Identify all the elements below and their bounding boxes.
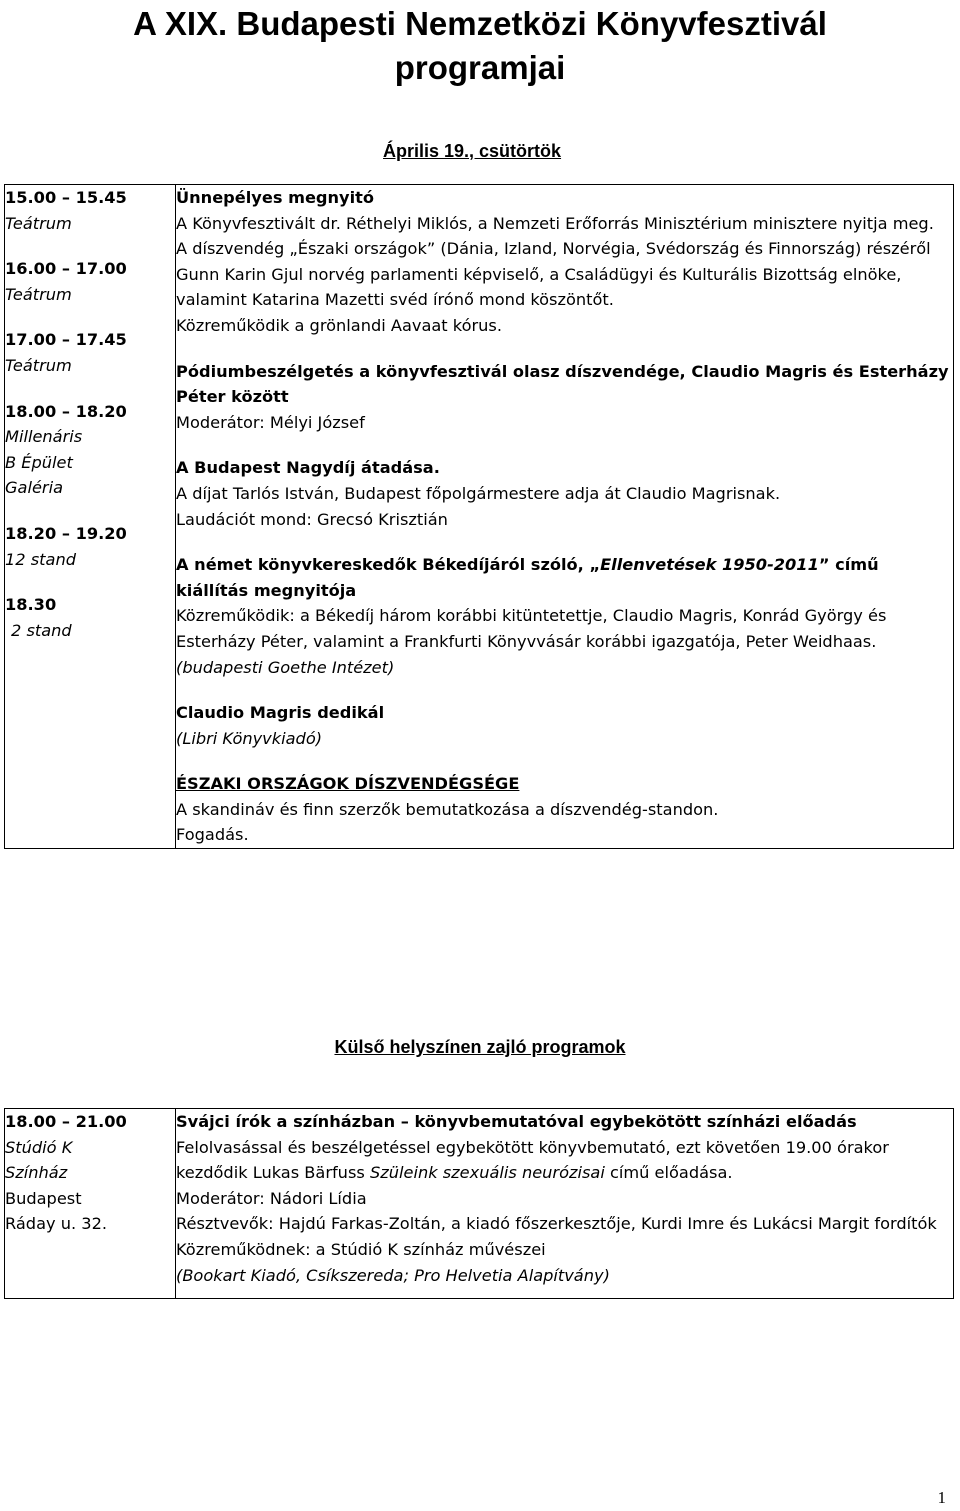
venue-address: Ráday u. 32.	[5, 1214, 108, 1234]
event-award	[176, 455, 953, 532]
moderator: Moderátor: Nádori Lídia	[176, 1188, 367, 1208]
venue: Galéria	[5, 478, 63, 498]
table-row	[5, 185, 954, 849]
event-note: (Bookart Kiadó, Csíkszereda; Pro Helvetia Alapítvány)	[176, 1265, 610, 1285]
venue: Millenáris	[5, 427, 83, 447]
event-text: Közreműködik a grönlandi Aavaat kórus.	[176, 315, 502, 335]
event-text	[176, 1135, 953, 1186]
events-column	[176, 185, 954, 849]
date-heading: Április 19., csütörtök	[383, 141, 562, 161]
event-text: A díjat Tarlós István, Budapest főpolgármestere adja át Claudio Magrisnak.	[176, 483, 781, 503]
time-block	[5, 185, 175, 236]
event-text: A Könyvfesztivált dr. Réthelyi Miklós, a Nemzeti Erőforrás Minisztérium minisztere nyitja meg.	[176, 213, 934, 233]
exhibition-name: Ellenvetések 1950-2011	[600, 555, 819, 575]
event-title: Claudio Magris dedikál	[176, 703, 385, 723]
table-row	[5, 1109, 954, 1299]
time: 16.00 – 17.00	[5, 259, 127, 279]
event-title-part: A német könyvkereskedők Békedíjáról szóló, „	[176, 555, 601, 575]
event-text: Fogadás.	[176, 825, 249, 845]
time-block	[5, 592, 175, 643]
document-title	[0, 2, 960, 90]
venue: Teátrum	[5, 355, 72, 375]
venue: 12 stand	[5, 549, 76, 569]
events-column	[176, 1109, 954, 1299]
time: 17.00 – 17.45	[5, 330, 127, 350]
event-note: (Libri Könyvkiadó)	[176, 728, 323, 748]
venue: Teátrum	[5, 284, 72, 304]
title-line-2: programjai	[394, 49, 566, 86]
venue: Stúdió K	[5, 1137, 73, 1157]
main-program-table	[4, 184, 954, 849]
time: 18.20 – 19.20	[5, 523, 127, 543]
event-title: Svájci írók a színházban – könyvbemutatóval egybekötött színházi előadás	[176, 1112, 857, 1131]
event-title	[176, 552, 953, 603]
play-title: Szüleink szexuális neurózisai	[369, 1163, 605, 1183]
time-block	[5, 256, 175, 307]
title-line-1: A XIX. Budapesti Nemzetközi Könyvfesztivál	[133, 5, 827, 42]
event-text: A skandináv és finn szerzők bemutatkozása a díszvendég-standon.	[176, 799, 719, 819]
venue-address: Budapest	[5, 1188, 82, 1208]
event-text-part: című előadása.	[604, 1163, 733, 1183]
event-signing	[176, 700, 953, 751]
external-program-table	[4, 1108, 954, 1299]
time: 18.00 – 18.20	[5, 401, 127, 421]
venue: B Épület	[5, 452, 73, 472]
page-number: 1	[937, 1488, 946, 1507]
performers: Közreműködnek: a Stúdió K színház művészei	[176, 1239, 546, 1259]
event-opening	[176, 185, 953, 339]
external-programs-heading: Külső helyszínen zajló programok	[334, 1037, 626, 1057]
time-block	[5, 327, 175, 378]
venue: 2 stand	[11, 620, 72, 640]
time-venue-column	[5, 1109, 176, 1299]
venue: Teátrum	[5, 213, 72, 233]
event-title: A Budapest Nagydíj átadása.	[176, 458, 440, 478]
time: 15.00 – 15.45	[5, 188, 127, 207]
event-note: (budapesti Goethe Intézet)	[176, 657, 395, 677]
event-exhibition	[176, 552, 953, 680]
event-title: Pódiumbeszélgetés a könyvfesztivál olasz díszvendége, Claudio Magris és Esterházy Péter között	[176, 361, 949, 407]
event-text: Közreműködik: a Békedíj három korábbi kitüntetettje, Claudio Magris, Konrád György és Esterházy Péter, valamint a Frankfurti Könyvvásár korábbi igazgatója, Peter Weidhaas.	[176, 606, 887, 651]
event-panel	[176, 359, 953, 436]
time-block	[5, 521, 175, 572]
event-text: Moderátor: Mélyi József	[176, 412, 365, 432]
event-text: Laudációt mond: Grecsó Krisztián	[176, 509, 448, 529]
event-guest-countries	[176, 771, 953, 848]
event-title-part: ” című kiállítás megnyitója	[176, 555, 879, 600]
time: 18.30	[5, 595, 57, 615]
event-text-part: Felolvasással és beszélgetéssel egybekötött könyvbemutató, ezt követően 19.00 órakor kezdődik Lukas Bärfuss	[176, 1137, 889, 1183]
time-venue-column	[5, 185, 176, 849]
time-block	[5, 399, 175, 501]
participants: Résztvevők: Hajdú Farkas-Zoltán, a kiadó főszerkesztője, Kurdi Imre és Lukácsi Margit fordítók	[176, 1214, 937, 1234]
time: 18.00 – 21.00	[5, 1112, 127, 1131]
event-title: Ünnepélyes megnyitó	[176, 188, 375, 207]
event-text: A díszvendég „Északi országok” (Dánia, Izland, Norvégia, Svédország és Finnország) részéről Gunn Karin Gjul norvég parlamenti képviselő, a Családügyi és Kulturális Bizottság elnöke, valamint Katarina Mazetti svéd írónő mond köszöntőt.	[176, 239, 931, 310]
event-title: ÉSZAKI ORSZÁGOK DÍSZVENDÉGSÉGE	[176, 774, 520, 794]
venue: Színház	[5, 1163, 68, 1183]
